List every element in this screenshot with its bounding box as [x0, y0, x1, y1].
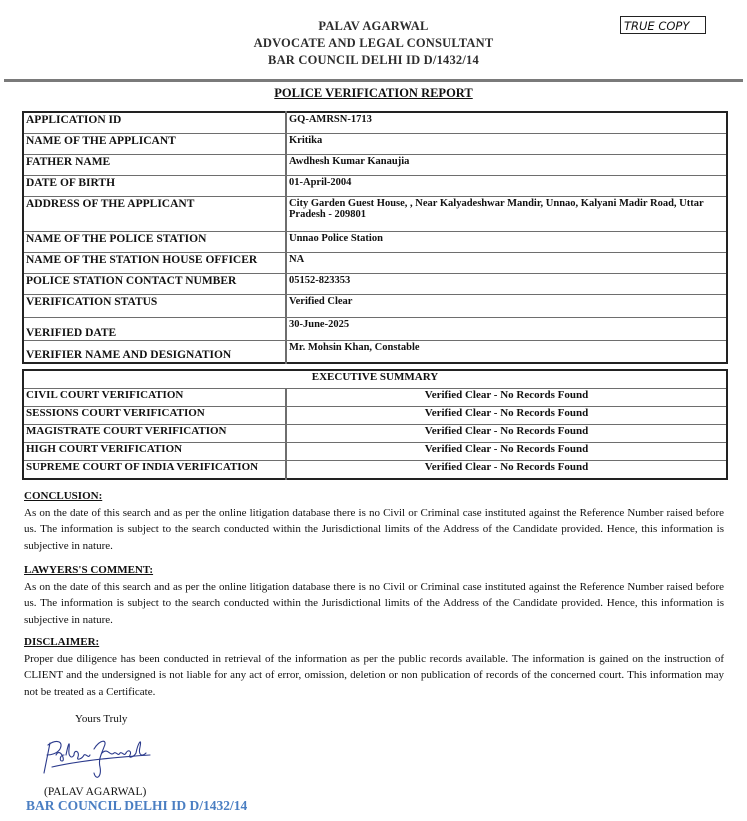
letterhead-bar-id: BAR COUNCIL DELHI ID D/1432/14 — [268, 53, 479, 67]
row-label: NAME OF THE APPLICANT — [23, 133, 286, 154]
conclusion-heading: CONCLUSION: — [24, 490, 103, 502]
table-row — [23, 133, 727, 154]
signature-image — [38, 733, 158, 785]
table-row — [23, 154, 727, 175]
table-row — [23, 389, 727, 407]
letterhead-title: ADVOCATE AND LEGAL CONSULTANT — [253, 36, 494, 50]
lawyers-comment-heading: LAWYERS'S COMMENT: — [24, 564, 154, 576]
row-label: MAGISTRATE COURT VERIFICATION — [23, 425, 286, 443]
table-row — [23, 112, 727, 133]
row-value: Awdhesh Kumar Kanaujia — [286, 154, 727, 175]
table-row — [23, 425, 727, 443]
conclusion-text: As on the date of this search and as per the online litigation database there is no Civil or Criminal case instituted against the Reference Number raised before us. The information is subject to the search conducted within the Jurisdictional limits of the Address of the Candidate provided. Hence, this information is subjective in nature. — [24, 506, 724, 552]
table-row — [23, 196, 727, 231]
row-label: CIVIL COURT VERIFICATION — [23, 389, 286, 407]
table-row — [23, 252, 727, 273]
row-label: DATE OF BIRTH — [23, 175, 286, 196]
applicant-details-table — [22, 111, 728, 364]
row-value: Verified Clear - No Records Found — [286, 407, 727, 425]
row-label: SESSIONS COURT VERIFICATION — [23, 407, 286, 425]
row-value: 30-June-2025 — [286, 317, 727, 340]
row-value: Verified Clear — [286, 294, 727, 317]
table-row — [23, 317, 727, 340]
row-label: VERIFIER NAME AND DESIGNATION — [23, 340, 286, 363]
table-row — [23, 273, 727, 294]
conclusion-section — [24, 488, 724, 554]
disclaimer-text: Proper due diligence has been conducted in retrieval of the information as per the public records available. The information is gained on the instruction of CLIENT and the undersigned is not liable for any act of error, omission, deletion or non publication of records of the concerned court. This information may not be treated as a Certificate. — [24, 652, 724, 698]
summary-header-row — [23, 370, 727, 389]
row-value: GQ-AMRSN-1713 — [286, 112, 727, 133]
row-label: NAME OF THE POLICE STATION — [23, 231, 286, 252]
disclaimer-heading: DISCLAIMER: — [24, 636, 100, 648]
header-divider — [4, 79, 743, 82]
row-value: 05152-823353 — [286, 273, 727, 294]
row-value: Verified Clear - No Records Found — [286, 389, 727, 407]
lawyers-comment-section — [24, 562, 724, 628]
row-value: Kritika — [286, 133, 727, 154]
table-row — [23, 294, 727, 317]
closing-text: Yours Truly — [75, 713, 128, 725]
row-label: ADDRESS OF THE APPLICANT — [23, 196, 286, 231]
row-label: FATHER NAME — [23, 154, 286, 175]
table-row — [23, 443, 727, 461]
letterhead-name: PALAV AGARWAL — [318, 19, 429, 33]
lawyers-comment-text: As on the date of this search and as per the online litigation database there is no Civil or Criminal case instituted against the Reference Number raised before us. The information is subject to the search conducted within the Jurisdictional limits of the Address of the Candidate provided. Hence, this information is subjective in nature. — [24, 580, 724, 626]
row-value: Unnao Police Station — [286, 231, 727, 252]
executive-summary-table — [22, 369, 728, 480]
table-row — [23, 340, 727, 363]
row-label: SUPREME COURT OF INDIA VERIFICATION — [23, 461, 286, 480]
disclaimer-section — [24, 634, 724, 700]
row-label: APPLICATION ID — [23, 112, 286, 133]
report-title: POLICE VERIFICATION REPORT — [274, 86, 473, 100]
row-value: Verified Clear - No Records Found — [286, 443, 727, 461]
row-value: City Garden Guest House, , Near Kalyadeshwar Mandir, Unnao, Kalyani Madir Road, Uttar Pradesh - 209801 — [286, 196, 727, 231]
row-value: 01-April-2004 — [286, 175, 727, 196]
row-label: VERIFICATION STATUS — [23, 294, 286, 317]
table-row — [23, 407, 727, 425]
row-label: HIGH COURT VERIFICATION — [23, 443, 286, 461]
row-label: POLICE STATION CONTACT NUMBER — [23, 273, 286, 294]
row-label: NAME OF THE STATION HOUSE OFFICER — [23, 252, 286, 273]
row-value: Verified Clear - No Records Found — [286, 425, 727, 443]
row-value: NA — [286, 252, 727, 273]
row-value: Verified Clear - No Records Found — [286, 461, 727, 480]
signatory-bar-id: BAR COUNCIL DELHI ID D/1432/14 — [26, 798, 248, 813]
table-row — [23, 175, 727, 196]
true-copy-stamp: TRUE COPY — [620, 16, 706, 34]
signatory-name: (PALAV AGARWAL) — [44, 786, 147, 798]
row-label: VERIFIED DATE — [23, 317, 286, 340]
table-row — [23, 231, 727, 252]
summary-heading: EXECUTIVE SUMMARY — [23, 370, 727, 389]
row-value: Mr. Mohsin Khan, Constable — [286, 340, 727, 363]
table-row — [23, 461, 727, 480]
